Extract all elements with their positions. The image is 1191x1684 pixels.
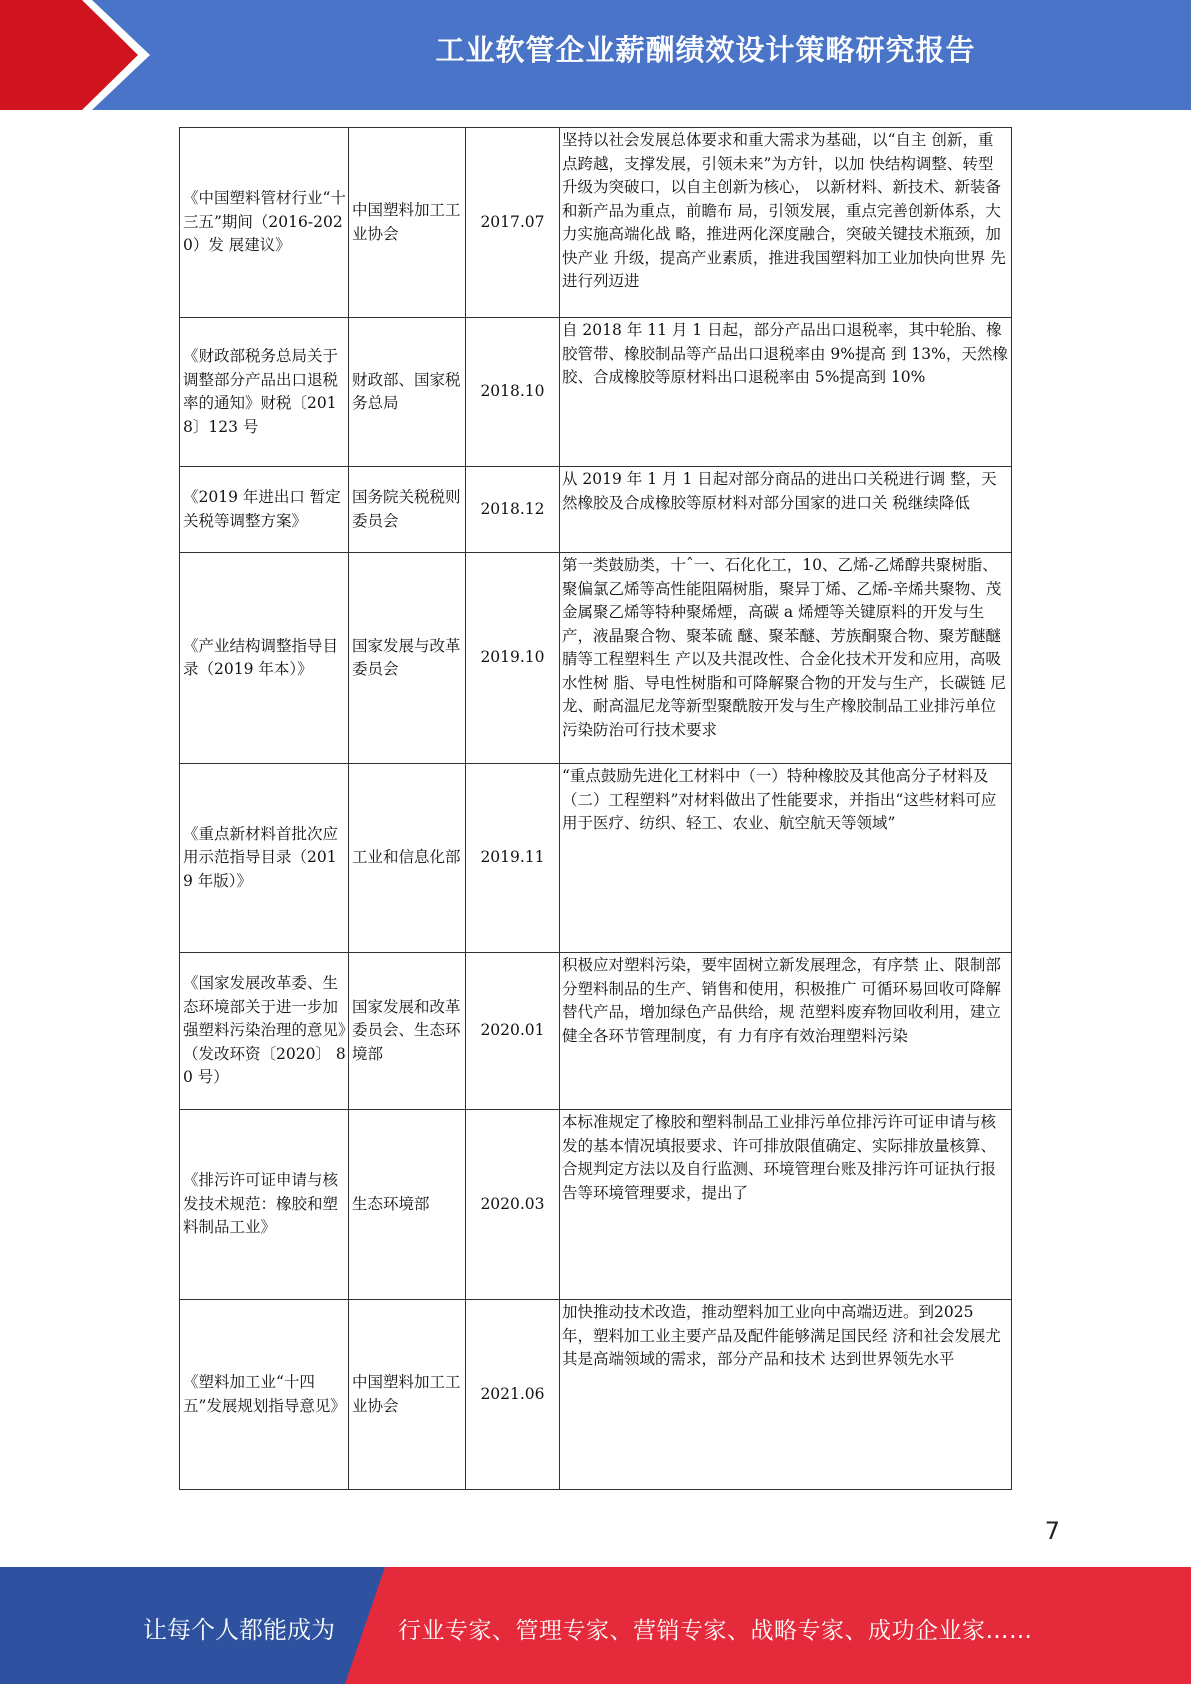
policy-name-cell: 《2019 年进出口 暂定关税等调整方案》	[180, 467, 349, 553]
footer-slogan-left: 让每个人都能成为	[143, 1616, 335, 1644]
content-cell: “重点鼓励先进化工材料中（一）特种橡胶及其他高分子材料及（二）工程塑料”对材料做出了性能要求，并指出“这些材料可应用于医疗、纺织、轻工、农业、航空航天等领域”	[560, 764, 1012, 953]
department-cell: 工业和信息化部	[349, 764, 466, 953]
table-row	[180, 1110, 1012, 1300]
content-cell: 积极应对塑料污染，要牢固树立新发展理念，有序禁 止、限制部分塑料制品的生产、销售和使用，积极推广 可循环易回收可降解替代产品，增加绿色产品供给，规 范塑料废弃物回收利用，建立健全各环节管理制度，有 力有序有效治理塑料污染	[560, 953, 1012, 1110]
table-row	[180, 1300, 1012, 1490]
content-cell: 第一类鼓励类，十ˆ一、石化化工，10、乙烯-乙烯醇共聚树脂、聚偏氯乙烯等高性能阻隔树脂，聚异丁烯、乙烯-辛烯共聚物、茂金属聚乙烯等特种聚烯煙，高碳 a 烯煙等关键原料的开发与生产，液晶聚合物、聚苯硫 醚、聚苯醚、芳族酮聚合物、聚芳醚醚腈等工程塑料生 产以及共混改性、合金化技术开发和应用，高吸水性树 脂、导电性树脂和可降解聚合物的开发与生产，长碳链 尼龙、耐高温尼龙等新型聚酰胺开发与生产橡胶制品工业排污单位污染防治可行技术要求	[560, 553, 1012, 764]
table-row	[180, 764, 1012, 953]
table-row	[180, 953, 1012, 1110]
policy-name-cell: 《财政部税务总局关于调整部分产品出口退税率的通知》财税〔2018〕123 号	[180, 318, 349, 467]
table-row	[180, 467, 1012, 553]
content-cell: 加快推动技术改造，推动塑料加工业向中高端迈进。到2025 年，塑料加工业主要产品及配件能够满足国民经 济和社会发展尤其是高端领域的需求，部分产品和技术 达到世界领先水平	[560, 1300, 1012, 1490]
department-cell: 国务院关税税则委员会	[349, 467, 466, 553]
date-cell: 2019.10	[466, 553, 560, 764]
policy-name-cell: 《国家发展改革委、生态环境部关于进一步加强塑料污染治理的意见》（发改环资〔2020〕 80 号）	[180, 953, 349, 1110]
page-number: 7	[1044, 1517, 1060, 1545]
date-cell: 2021.06	[466, 1300, 560, 1490]
date-cell: 2020.01	[466, 953, 560, 1110]
department-cell: 财政部、国家税务总局	[349, 318, 466, 467]
table-row	[180, 553, 1012, 764]
header-arrow-decoration	[0, 0, 150, 110]
policy-table	[179, 127, 1012, 1490]
department-cell: 国家发展和改革委员会、生态环境部	[349, 953, 466, 1110]
date-cell: 2020.03	[466, 1110, 560, 1300]
date-cell: 2019.11	[466, 764, 560, 953]
page-footer	[0, 1567, 1191, 1684]
content-cell: 自 2018 年 11 月 1 日起，部分产品出口退税率，其中轮胎、橡胶管带、橡胶制品等产品出口退税率由 9%提高 到 13%，天然橡胶、合成橡胶等原材料出口退税率由 5%提高到 10%	[560, 318, 1012, 467]
table-row	[180, 128, 1012, 318]
date-cell: 2018.10	[466, 318, 560, 467]
content-cell: 坚持以社会发展总体要求和重大需求为基础，以“自主 创新，重点跨越，支撑发展，引领未来”为方针，以加 快结构调整、转型升级为突破口，以自主创新为核心， 以新材料、新技术、新装备和新产品为重点，前瞻布 局，引领发展，重点完善创新体系，大力实施高端化战 略，推进两化深度融合，突破关键技术瓶颈，加快产业 升级，提高产业素质，推进我国塑料加工业加快向世界 先进行列迈进	[560, 128, 1012, 318]
policy-name-cell: 《塑料加工业“十四五”发展规划指导意见》	[180, 1300, 349, 1490]
department-cell: 生态环境部	[349, 1110, 466, 1300]
policy-name-cell: 《产业结构调整指导目录（2019 年本）》	[180, 553, 349, 764]
content-cell: 从 2019 年 1 月 1 日起对部分商品的进出口关税进行调 整，天然橡胶及合成橡胶等原材料对部分国家的进口关 税继续降低	[560, 467, 1012, 553]
policy-name-cell: 《中国塑料管材行业“十三五”期间（2016-2020）发 展建议》	[180, 128, 349, 318]
department-cell: 中国塑料加工工业协会	[349, 128, 466, 318]
date-cell: 2018.12	[466, 467, 560, 553]
policy-name-cell: 《重点新材料首批次应用示范指导目录（2019 年版）》	[180, 764, 349, 953]
department-cell: 中国塑料加工工业协会	[349, 1300, 466, 1490]
date-cell: 2017.07	[466, 128, 560, 318]
policy-name-cell: 《排污许可证申请与核发技术规范：橡胶和塑料制品工业》	[180, 1110, 349, 1300]
report-title: 工业软管企业薪酬绩效设计策略研究报告	[435, 33, 976, 67]
content-cell: 本标准规定了橡胶和塑料制品工业排污单位排污许可证申请与核发的基本情况填报要求、许可排放限值确定、实际排放量核算、合规判定方法以及自行监测、环境管理台账及排污许可证执行报告等环境管理要求，提出了	[560, 1110, 1012, 1300]
table-row	[180, 318, 1012, 467]
footer-slogan-right: 行业专家、管理专家、营销专家、战略专家、成功企业家……	[398, 1618, 1033, 1644]
department-cell: 国家发展与改革委员会	[349, 553, 466, 764]
page-header	[0, 0, 1191, 110]
